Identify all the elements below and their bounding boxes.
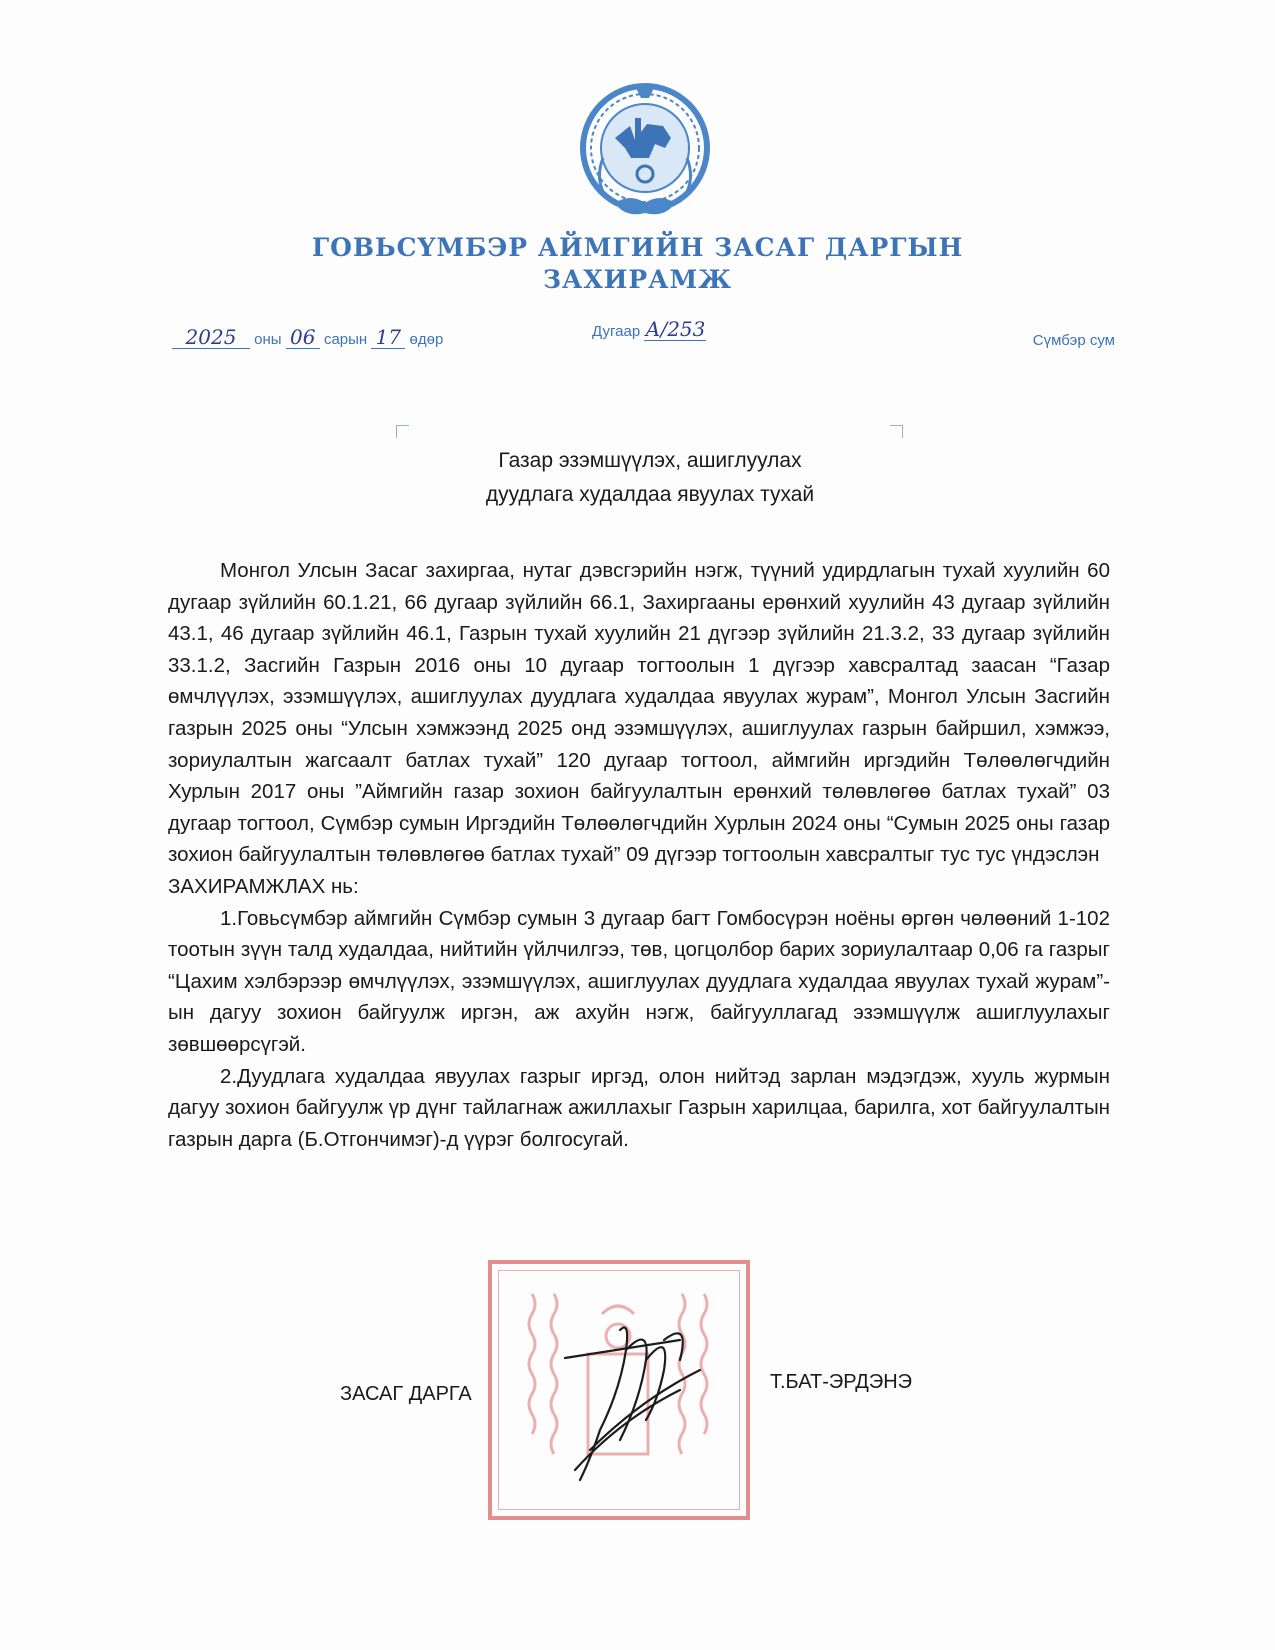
document-place: Сүмбэр сум <box>1032 332 1115 349</box>
document-number-value: А/253 <box>645 317 706 341</box>
organization-title <box>300 232 975 296</box>
subject-corner-left <box>396 425 409 438</box>
date-year-label: оны <box>254 331 282 348</box>
mongolia-state-emblem-icon <box>575 78 715 228</box>
org-title-line2: ЗАХИРАМЖ <box>542 265 733 294</box>
subject-line2: дуудлага худалдаа явуулах тухай <box>485 483 815 506</box>
document-body <box>168 555 1110 1155</box>
date-line <box>172 326 443 349</box>
date-month: 06 <box>286 326 320 349</box>
decree-item-2: 2.Дуудлага худалдаа явуулах газрыг иргэд, олон нийтэд зарлан мэдэгдэж, хууль журмын дагуу зохион байгуулж үр дүнг тайлагнаж ажиллахыг Газрын харилцаа, барилга, хот байгуулалтын газрын дарга (Б.Отгончимэг)-д үүрэг болгосугай. <box>168 1064 1110 1151</box>
date-month-label: сарын <box>323 331 368 348</box>
date-day: 17 <box>371 326 405 349</box>
subject-line1: Газар эзэмшүүлэх, ашиглуулах <box>498 449 802 472</box>
document-number-label: Дугаар <box>592 323 641 340</box>
date-day-label: өдөр <box>409 331 444 348</box>
subject-corner-right <box>890 425 903 438</box>
document-subject <box>330 444 970 512</box>
org-title-line1: ГОВЬСҮМБЭР АЙМГИЙН ЗАСАГ ДАРГЫН <box>311 233 964 262</box>
date-year: 2025 <box>172 326 250 349</box>
signatory-title: ЗАСАГ ДАРГА <box>340 1383 472 1405</box>
preamble-paragraph: Монгол Улсын Засаг захиргаа, нутаг дэвсгэрийн нэгж, түүний удирдлагын тухай хуулийн 60 дугаар зүйлийн 60.1.21, 66 дугаар зүйлийн 66.1, Захиргааны ерөнхий хуулийн 43 дугаар зүйлийн 43.1, 46 дугаар зүйлийн 46.1, Газрын тухай хуулийн 21 дүгээр зүйлийн 21.3.2, 33 дугаар зүйлийн 33.1.2, Засгийн Газрын 2016 оны 10 дугаар тогтоолын 1 дүгээр хавсралтад заасан “Газар өмчлүүлэх, эзэмшүүлэх, ашиглуулах дуудлага худалдаа явуулах журам”, Монгол Улсын Засгийн газрын 2025 оны “Улсын хэмжээнд 2025 онд эзэмшүүлэх, ашиглуулах газрын байршил, хэмжээ, зориулалтын жагсаалт батлах тухай” 120 дугаар тогтоол, аймгийн иргэдийн Төлөөлөгчдийн Хурлын 2017 оны ”Аймгийн газар зохион байгуулалтын ерөнхий төлөвлөгөө батлах тухай” 03 дугаар тогтоол, Сүмбэр сумын Иргэдийн Төлөөлөгчдийн Хурлын 2024 оны “Сумын 2025 оны газар зохион байгуулалтын төлөвлөгөө батлах тухай” 09 дүгээр тогтоолын хавсралтыг тус тус үндэслэн <box>168 559 1110 867</box>
document-number <box>592 318 706 341</box>
decree-item-1: 1.Говьсүмбэр аймгийн Сүмбэр сумын 3 дугаар багт Гомбосүрэн ноёны өргөн чөлөөний 1-102 тоотын зүүн талд худалдаа, нийтийн үйлчилгээ, төв, цогцолбор барих зориулалтаар 0,06 га газрыг “Цахим хэлбэрээр өмчлүүлэх, эзэмшүүлэх, ашиглуулах дуудлага худалдаа явуулах тухай журам”-ын дагуу зохион байгуулж иргэн, аж ахуйн нэгж, байгууллагад эзэмшүүлж ашиглуулахыг зөвшөөрсүгэй. <box>168 906 1110 1056</box>
signatory-name: Т.БАТ-ЭРДЭНЭ <box>770 1371 913 1393</box>
handwritten-signature-icon <box>560 1300 710 1490</box>
decree-label: ЗАХИРАМЖЛАХ нь: <box>168 874 359 898</box>
